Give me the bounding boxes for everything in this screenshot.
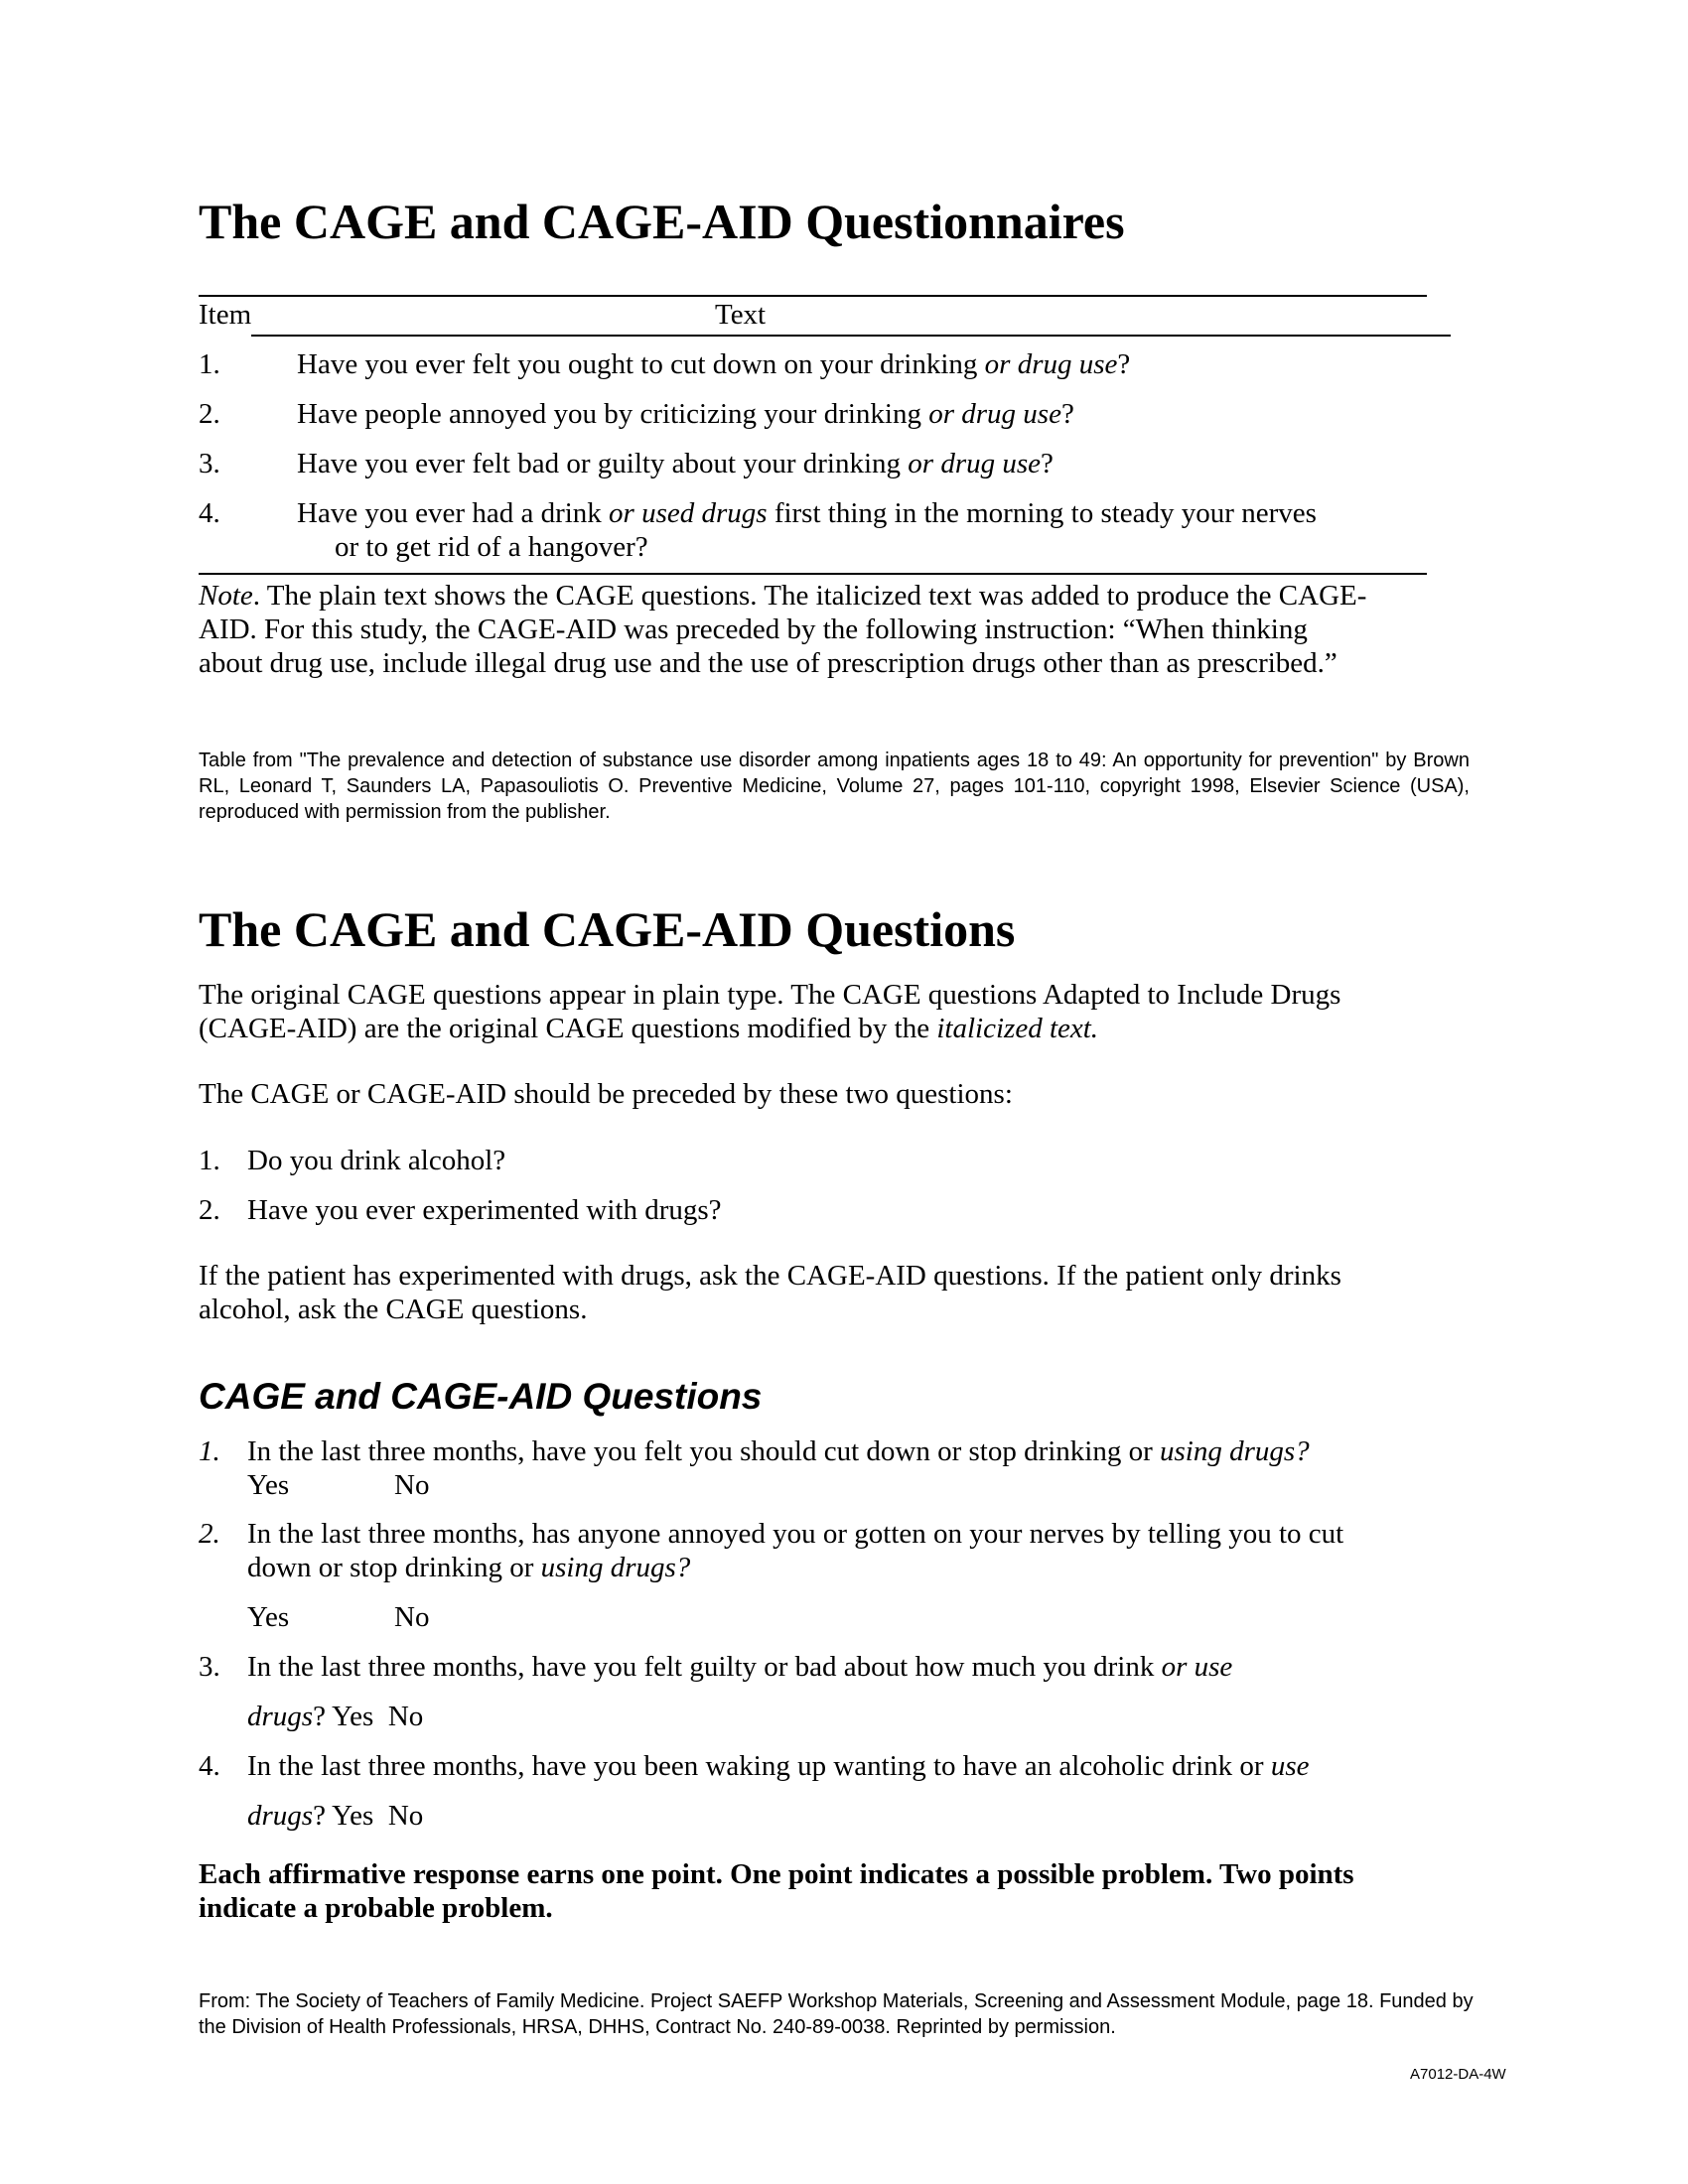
table-row-number: 2. xyxy=(199,398,220,430)
no-option[interactable]: No xyxy=(394,1601,430,1633)
pre-question-text: Have you ever experimented with drugs? xyxy=(247,1194,722,1226)
question-text-continued: down or stop drinking or using drugs? xyxy=(247,1552,691,1583)
form-code: A7012-DA-4W xyxy=(1410,2066,1506,2083)
no-option[interactable]: No xyxy=(394,1469,430,1501)
table-bottom-rule xyxy=(199,573,1427,575)
column-header-text: Text xyxy=(715,299,767,331)
table-citation: Table from "The prevalence and detection of substance use disorder among inpatients ages 18 to 49: An opportunity for prevention" by Brown RL, Leonard T, Saunders LA, Papasouliotis O. Preventive Medicine, Volume 27, pages 101-110, copyright 1998, Elsevier Science (USA), reproduced with permission from the publisher. xyxy=(199,750,1470,823)
question-text: In the last three months, has anyone annoyed you or gotten on your nerves by telling you to cut xyxy=(247,1518,1344,1550)
question-text-continued: drugs? Yes No xyxy=(247,1800,424,1832)
table-header-rule xyxy=(251,335,1451,337)
scoring-note: Each affirmative response earns one point. One point indicates a possible problem. Two points indicate a probable problem. xyxy=(199,1858,1354,1924)
table-top-rule xyxy=(199,295,1427,297)
page-title: The CAGE and CAGE-AID Questionnaires xyxy=(199,194,1125,249)
question-number: 4. xyxy=(199,1750,220,1782)
question-text: In the last three months, have you been waking up wanting to have an alcoholic drink or use xyxy=(247,1750,1310,1782)
table-row-text-continued: or to get rid of a hangover? xyxy=(335,531,648,563)
yes-option[interactable]: Yes xyxy=(247,1469,290,1501)
table-row-text: Have you ever had a drink or used drugs first thing in the morning to steady your nerves xyxy=(297,497,1317,529)
question-number: 3. xyxy=(199,1651,220,1683)
question-number: 1. xyxy=(199,1435,220,1467)
column-header-item: Item xyxy=(199,299,252,331)
table-row-text: Have people annoyed you by criticizing your drinking or drug use? xyxy=(297,398,1074,430)
pre-question-number: 1. xyxy=(199,1145,220,1176)
yes-option[interactable]: Yes xyxy=(247,1601,290,1633)
question-text: In the last three months, have you felt you should cut down or stop drinking or using drugs? xyxy=(247,1435,1310,1467)
subsection-title: CAGE and CAGE-AID Questions xyxy=(199,1376,763,1417)
table-row-text: Have you ever felt you ought to cut down on your drinking or drug use? xyxy=(297,348,1131,380)
table-row-number: 4. xyxy=(199,497,220,529)
table-row-number: 3. xyxy=(199,448,220,479)
pre-question-number: 2. xyxy=(199,1194,220,1226)
question-text: In the last three months, have you felt guilty or bad about how much you drink or use xyxy=(247,1651,1233,1683)
question-number: 2. xyxy=(199,1518,220,1550)
preceded-text: The CAGE or CAGE-AID should be preceded by these two questions: xyxy=(199,1078,1013,1110)
table-row-text: Have you ever felt bad or guilty about your drinking or drug use? xyxy=(297,448,1054,479)
table-row-number: 1. xyxy=(199,348,220,380)
source-citation: From: The Society of Teachers of Family Medicine. Project SAEFP Workshop Materials, Screening and Assessment Module, page 18. Funded by the Division of Health Professionals, HRSA, DHHS, Contract No. 240-89-0038. Reprinted by permission. xyxy=(199,1990,1474,2038)
question-text-continued: drugs? Yes No xyxy=(247,1701,424,1732)
instruction-paragraph: If the patient has experimented with drugs, ask the CAGE-AID questions. If the patient only drinks alcohol, ask the CAGE questions. xyxy=(199,1260,1341,1325)
pre-question-text: Do you drink alcohol? xyxy=(247,1145,506,1176)
intro-paragraph: The original CAGE questions appear in plain type. The CAGE questions Adapted to Include Drugs (CAGE-AID) are the original CAGE questions modified by the italicized text. xyxy=(199,979,1341,1044)
section-title: The CAGE and CAGE-AID Questions xyxy=(199,901,1016,957)
table-note: Note. The plain text shows the CAGE questions. The italicized text was added to produce the CAGE- AID. For this study, the CAGE-AID was preceded by the following instruction: “When thinking about drug use, include illegal drug use and the use of prescription drugs other than as prescribed.” xyxy=(199,580,1367,679)
